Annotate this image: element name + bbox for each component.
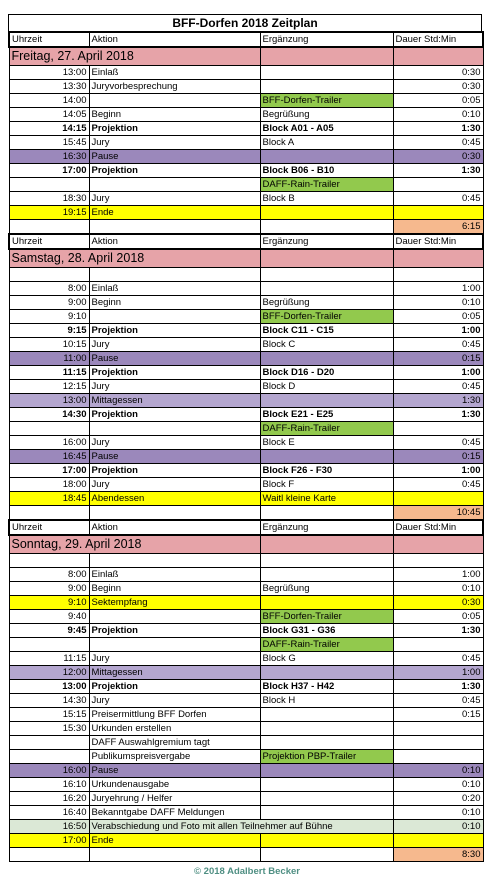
time-cell: 9:10: [9, 310, 89, 324]
action-cell: Projektion: [89, 624, 260, 638]
note-cell: [260, 352, 393, 366]
time-cell: 16:10: [9, 778, 89, 792]
action-cell: Einlaß: [89, 66, 260, 80]
time-cell: 16:50: [9, 820, 89, 834]
duration-cell: 0:45: [393, 694, 483, 708]
time-cell: [9, 750, 89, 764]
schedule-sheet: [8, 14, 482, 862]
action-cell: Verabschiedung und Foto mit allen Teilnehmer auf Bühne: [89, 820, 393, 834]
time-cell: 15:45: [9, 136, 89, 150]
action-cell: [89, 610, 260, 624]
empty-cell: [393, 47, 483, 66]
note-cell: [260, 736, 393, 750]
duration-cell: 0:10: [393, 296, 483, 310]
note-cell: Block H37 - H42: [260, 680, 393, 694]
note-cell: BFF-Dorfen-Trailer: [260, 310, 393, 324]
action-cell: [89, 554, 260, 568]
time-cell: 16:45: [9, 450, 89, 464]
time-cell: [9, 220, 89, 235]
table-row: [9, 450, 483, 464]
duration-cell: 1:00: [393, 282, 483, 296]
table-row: [9, 268, 483, 282]
duration-cell: 0:05: [393, 610, 483, 624]
time-cell: 17:00: [9, 164, 89, 178]
note-cell: Ergänzung: [260, 32, 393, 47]
note-cell: Waitl kleine Karte: [260, 492, 393, 506]
table-row: [9, 680, 483, 694]
duration-cell: [393, 268, 483, 282]
duration-cell: 0:45: [393, 652, 483, 666]
note-cell: Block B: [260, 192, 393, 206]
table-row: [9, 122, 483, 136]
action-cell: Sektempfang: [89, 596, 260, 610]
note-cell: [260, 722, 393, 736]
action-cell: Einlaß: [89, 282, 260, 296]
duration-cell: 1:00: [393, 324, 483, 338]
time-cell: 17:00: [9, 834, 89, 848]
note-cell: [260, 206, 393, 220]
table-row: [9, 792, 483, 806]
action-cell: Projektion: [89, 122, 260, 136]
duration-cell: 1:00: [393, 568, 483, 582]
table-row: [9, 206, 483, 220]
time-cell: 14:00: [9, 94, 89, 108]
note-cell: Block H: [260, 694, 393, 708]
column-header-row: [9, 234, 483, 249]
note-cell: [260, 66, 393, 80]
note-cell: [260, 834, 393, 848]
action-cell: Pause: [89, 450, 260, 464]
table-row: [9, 554, 483, 568]
time-cell: 16:20: [9, 792, 89, 806]
time-cell: [9, 736, 89, 750]
time-cell: 12:15: [9, 380, 89, 394]
action-cell: [89, 310, 260, 324]
day-label: Sonntag, 29. April 2018: [9, 535, 260, 554]
table-row: [9, 324, 483, 338]
action-cell: Publikumspreisvergabe: [89, 750, 260, 764]
time-cell: [9, 848, 89, 862]
time-cell: 19:15: [9, 206, 89, 220]
time-cell: [9, 178, 89, 192]
note-cell: [260, 506, 393, 521]
note-cell: [260, 568, 393, 582]
action-cell: Jury: [89, 136, 260, 150]
action-cell: Jury: [89, 338, 260, 352]
duration-cell: Dauer Std:Min: [393, 520, 483, 535]
time-cell: 15:15: [9, 708, 89, 722]
duration-cell: 0:05: [393, 94, 483, 108]
duration-cell: 1:00: [393, 366, 483, 380]
action-cell: Projektion: [89, 164, 260, 178]
duration-cell: 1:30: [393, 122, 483, 136]
duration-cell: 0:15: [393, 708, 483, 722]
time-cell: 11:15: [9, 366, 89, 380]
note-cell: Begrüßung: [260, 108, 393, 122]
time-cell: 9:00: [9, 582, 89, 596]
copyright-footer: © 2018 Adalbert Becker: [194, 866, 300, 877]
duration-cell: [393, 722, 483, 736]
time-cell: 14:05: [9, 108, 89, 122]
duration-cell: 0:10: [393, 764, 483, 778]
action-cell: Pause: [89, 352, 260, 366]
action-cell: Projektion: [89, 366, 260, 380]
action-cell: [89, 94, 260, 108]
total-row: [9, 220, 483, 235]
table-row: [9, 338, 483, 352]
table-row: [9, 694, 483, 708]
note-cell: Block C: [260, 338, 393, 352]
duration-cell: 0:15: [393, 450, 483, 464]
day-header-row: [9, 535, 483, 554]
note-cell: [260, 708, 393, 722]
note-cell: [260, 764, 393, 778]
time-cell: 11:15: [9, 652, 89, 666]
action-cell: Jury: [89, 652, 260, 666]
action-cell: [89, 268, 260, 282]
note-cell: Block F: [260, 478, 393, 492]
total-row: [9, 506, 483, 521]
duration-cell: 0:45: [393, 338, 483, 352]
time-cell: Uhrzeit: [9, 234, 89, 249]
note-cell: [260, 806, 393, 820]
table-row: [9, 778, 483, 792]
note-cell: Block E: [260, 436, 393, 450]
note-cell: Block E21 - E25: [260, 408, 393, 422]
duration-cell: 1:30: [393, 164, 483, 178]
action-cell: Projektion: [89, 680, 260, 694]
time-cell: [9, 268, 89, 282]
table-row: [9, 478, 483, 492]
table-row: [9, 568, 483, 582]
note-cell: Begrüßung: [260, 582, 393, 596]
action-cell: Jury: [89, 192, 260, 206]
table-row: [9, 310, 483, 324]
duration-cell: 0:45: [393, 436, 483, 450]
time-cell: Uhrzeit: [9, 32, 89, 47]
table-row: [9, 750, 483, 764]
action-cell: Aktion: [89, 32, 260, 47]
action-cell: [89, 506, 260, 521]
action-cell: [89, 848, 260, 862]
duration-cell: [393, 554, 483, 568]
time-cell: 12:00: [9, 666, 89, 680]
duration-cell: 10:45: [393, 506, 483, 521]
time-cell: 13:30: [9, 80, 89, 94]
table-row: [9, 394, 483, 408]
duration-cell: 0:20: [393, 792, 483, 806]
action-cell: Ende: [89, 206, 260, 220]
time-cell: 14:15: [9, 122, 89, 136]
empty-cell: [260, 47, 393, 66]
action-cell: Pause: [89, 150, 260, 164]
duration-cell: 1:30: [393, 624, 483, 638]
time-cell: 13:00: [9, 394, 89, 408]
action-cell: Abendessen: [89, 492, 260, 506]
action-cell: Jury: [89, 380, 260, 394]
table-row: [9, 708, 483, 722]
column-header-row: [9, 32, 483, 47]
note-cell: [260, 792, 393, 806]
action-cell: Bekanntgabe DAFF Meldungen: [89, 806, 260, 820]
time-cell: [9, 422, 89, 436]
note-cell: BFF-Dorfen-Trailer: [260, 94, 393, 108]
table-row: [9, 366, 483, 380]
note-cell: [260, 778, 393, 792]
duration-cell: [393, 834, 483, 848]
action-cell: Aktion: [89, 234, 260, 249]
sheet-title: BFF-Dorfen 2018 Zeitplan: [8, 14, 482, 31]
note-cell: Ergänzung: [260, 234, 393, 249]
table-row: [9, 492, 483, 506]
action-cell: [89, 178, 260, 192]
table-row: [9, 652, 483, 666]
table-row: [9, 408, 483, 422]
duration-cell: [393, 422, 483, 436]
empty-cell: [260, 249, 393, 268]
note-cell: Block C11 - C15: [260, 324, 393, 338]
time-cell: 17:00: [9, 464, 89, 478]
note-cell: DAFF-Rain-Trailer: [260, 638, 393, 652]
table-row: [9, 722, 483, 736]
duration-cell: [393, 492, 483, 506]
duration-cell: 0:45: [393, 478, 483, 492]
action-cell: Urkundenausgabe: [89, 778, 260, 792]
duration-cell: 0:45: [393, 192, 483, 206]
schedule-body: [9, 32, 483, 862]
action-cell: Preisermittlung BFF Dorfen: [89, 708, 260, 722]
duration-cell: [393, 750, 483, 764]
table-row: [9, 624, 483, 638]
note-cell: [260, 394, 393, 408]
table-row: [9, 296, 483, 310]
time-cell: 9:00: [9, 296, 89, 310]
action-cell: Jury: [89, 694, 260, 708]
note-cell: Block A: [260, 136, 393, 150]
time-cell: 16:40: [9, 806, 89, 820]
time-cell: 15:30: [9, 722, 89, 736]
note-cell: [260, 282, 393, 296]
day-label: Freitag, 27. April 2018: [9, 47, 260, 66]
column-header-row: [9, 520, 483, 535]
action-cell: DAFF Auswahlgremium tagt: [89, 736, 260, 750]
table-row: [9, 352, 483, 366]
note-cell: Block G: [260, 652, 393, 666]
duration-cell: 6:15: [393, 220, 483, 235]
table-row: [9, 666, 483, 680]
action-cell: Projektion: [89, 324, 260, 338]
duration-cell: 0:45: [393, 380, 483, 394]
action-cell: Juryehrung / Helfer: [89, 792, 260, 806]
duration-cell: 0:10: [393, 806, 483, 820]
empty-cell: [393, 535, 483, 554]
action-cell: Jury: [89, 478, 260, 492]
time-cell: 8:00: [9, 282, 89, 296]
time-cell: Uhrzeit: [9, 520, 89, 535]
time-cell: 18:45: [9, 492, 89, 506]
action-cell: Ende: [89, 834, 260, 848]
action-cell: Pause: [89, 764, 260, 778]
day-label: Samstag, 28. April 2018: [9, 249, 260, 268]
note-cell: [260, 596, 393, 610]
duration-cell: 0:10: [393, 582, 483, 596]
action-cell: Mittagessen: [89, 394, 260, 408]
duration-cell: 1:30: [393, 408, 483, 422]
table-row: [9, 834, 483, 848]
action-cell: Mittagessen: [89, 666, 260, 680]
time-cell: 18:30: [9, 192, 89, 206]
schedule-table: [8, 31, 484, 862]
table-row: [9, 422, 483, 436]
time-cell: 14:30: [9, 694, 89, 708]
action-cell: Beginn: [89, 108, 260, 122]
time-cell: 9:10: [9, 596, 89, 610]
table-row: [9, 178, 483, 192]
duration-cell: 8:30: [393, 848, 483, 862]
note-cell: DAFF-Rain-Trailer: [260, 422, 393, 436]
table-row: [9, 66, 483, 80]
note-cell: [260, 220, 393, 235]
duration-cell: 0:10: [393, 108, 483, 122]
note-cell: Block A01 - A05: [260, 122, 393, 136]
duration-cell: 0:30: [393, 596, 483, 610]
action-cell: Jury: [89, 436, 260, 450]
day-header-row: [9, 249, 483, 268]
time-cell: 9:15: [9, 324, 89, 338]
table-row: [9, 380, 483, 394]
table-row: [9, 150, 483, 164]
duration-cell: 1:00: [393, 666, 483, 680]
note-cell: Begrüßung: [260, 296, 393, 310]
duration-cell: 0:30: [393, 80, 483, 94]
duration-cell: Dauer Std:Min: [393, 234, 483, 249]
note-cell: [260, 80, 393, 94]
time-cell: [9, 554, 89, 568]
note-cell: [260, 150, 393, 164]
action-cell: Aktion: [89, 520, 260, 535]
action-cell: Juryvorbesprechung: [89, 80, 260, 94]
action-cell: [89, 422, 260, 436]
note-cell: Ergänzung: [260, 520, 393, 535]
time-cell: 16:30: [9, 150, 89, 164]
note-cell: Block D16 - D20: [260, 366, 393, 380]
table-row: [9, 610, 483, 624]
note-cell: Block F26 - F30: [260, 464, 393, 478]
empty-cell: [260, 535, 393, 554]
total-row: [9, 848, 483, 862]
action-cell: [89, 220, 260, 235]
table-row: [9, 820, 483, 834]
action-cell: Projektion: [89, 464, 260, 478]
time-cell: 10:15: [9, 338, 89, 352]
note-cell: [260, 450, 393, 464]
table-row: [9, 596, 483, 610]
note-cell: [260, 848, 393, 862]
duration-cell: 1:30: [393, 680, 483, 694]
note-cell: [260, 666, 393, 680]
duration-cell: 0:10: [393, 820, 483, 834]
time-cell: 13:00: [9, 680, 89, 694]
duration-cell: 0:10: [393, 778, 483, 792]
table-row: [9, 582, 483, 596]
duration-cell: [393, 206, 483, 220]
time-cell: [9, 506, 89, 521]
duration-cell: 0:30: [393, 150, 483, 164]
time-cell: [9, 638, 89, 652]
note-cell: Projektion PBP-Trailer: [260, 750, 393, 764]
empty-cell: [393, 249, 483, 268]
action-cell: Projektion: [89, 408, 260, 422]
note-cell: [260, 554, 393, 568]
time-cell: 16:00: [9, 436, 89, 450]
duration-cell: 0:30: [393, 66, 483, 80]
table-row: [9, 94, 483, 108]
time-cell: 11:00: [9, 352, 89, 366]
duration-cell: Dauer Std:Min: [393, 32, 483, 47]
duration-cell: [393, 638, 483, 652]
table-row: [9, 80, 483, 94]
action-cell: [89, 638, 260, 652]
table-row: [9, 108, 483, 122]
time-cell: 14:30: [9, 408, 89, 422]
table-row: [9, 192, 483, 206]
note-cell: BFF-Dorfen-Trailer: [260, 610, 393, 624]
table-row: [9, 764, 483, 778]
table-row: [9, 806, 483, 820]
time-cell: 8:00: [9, 568, 89, 582]
note-cell: [260, 268, 393, 282]
time-cell: 18:00: [9, 478, 89, 492]
note-cell: DAFF-Rain-Trailer: [260, 178, 393, 192]
duration-cell: 1:30: [393, 394, 483, 408]
time-cell: 9:40: [9, 610, 89, 624]
action-cell: Beginn: [89, 296, 260, 310]
table-row: [9, 736, 483, 750]
note-cell: Block G31 - G36: [260, 624, 393, 638]
note-cell: Block B06 - B10: [260, 164, 393, 178]
table-row: [9, 436, 483, 450]
note-cell: Block D: [260, 380, 393, 394]
duration-cell: [393, 736, 483, 750]
action-cell: Einlaß: [89, 568, 260, 582]
time-cell: 16:00: [9, 764, 89, 778]
table-row: [9, 638, 483, 652]
time-cell: 9:45: [9, 624, 89, 638]
duration-cell: 0:45: [393, 136, 483, 150]
table-row: [9, 282, 483, 296]
table-row: [9, 136, 483, 150]
action-cell: Urkunden erstellen: [89, 722, 260, 736]
day-header-row: [9, 47, 483, 66]
duration-cell: 0:05: [393, 310, 483, 324]
duration-cell: 1:00: [393, 464, 483, 478]
duration-cell: [393, 178, 483, 192]
table-row: [9, 164, 483, 178]
table-row: [9, 464, 483, 478]
time-cell: 13:00: [9, 66, 89, 80]
duration-cell: 0:15: [393, 352, 483, 366]
action-cell: Beginn: [89, 582, 260, 596]
